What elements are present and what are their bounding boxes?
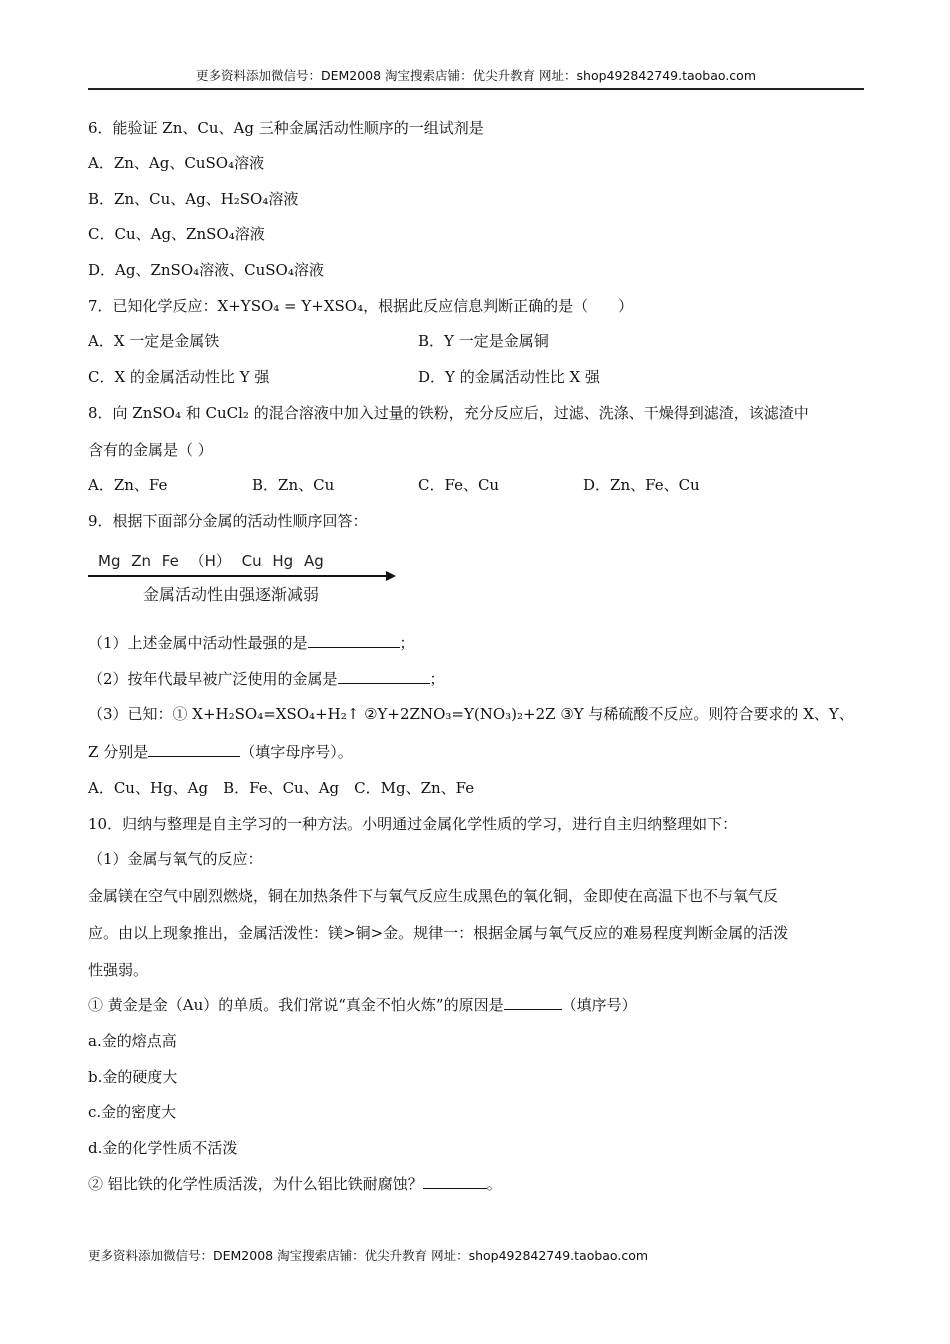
q6-option-c: C．Cu、Ag、ZnSO₄溶液 [88, 225, 265, 243]
q7-option-d: D．Y 的金属活动性比 X 强 [418, 368, 600, 386]
q10-para-line3: 性强弱。 [88, 961, 149, 979]
page-header: 更多资料添加微信号：DEM2008 淘宝搜索店铺：优尖升教育 网址：shop492842749.taobao.com [88, 66, 864, 90]
activity-series-arrow-line [88, 575, 388, 577]
q7-option-b: B．Y 一定是金属铜 [418, 332, 549, 350]
activity-series-caption: 金属活动性由强逐渐减弱 [143, 585, 320, 604]
q7-row-2 [88, 367, 864, 387]
q10-sub1: （1）金属与氧气的反应： [88, 850, 263, 868]
q9-part1: （1）上述金属中活动性最强的是 ； [88, 634, 415, 652]
q10-para-line2: 应。由以上现象推出，金属活泼性：镁>铜>金。规律一：根据金属与氧气反应的难易程度判断金属的活泼 [88, 924, 789, 942]
q10-item1: ① 黄金是金（Au）的单质。我们常说“真金不怕火炼”的原因是 （填序号） [88, 996, 637, 1014]
q7-stem: 7．已知化学反应：X+YSO₄ = Y+XSO₄，根据此反应信息判断正确的是（ ） [88, 297, 634, 315]
activity-series-metals: Mg Zn Fe （H） Cu Hg Ag [98, 552, 324, 570]
answer-blank[interactable] [148, 742, 240, 757]
arrow-right-icon [386, 571, 396, 581]
q6-option-a: A．Zn、Ag、CuSO₄溶液 [88, 154, 265, 172]
q9-part3-line1: （3）已知：① X+H₂SO₄=XSO₄+H₂↑ ②Y+2ZNO₃=Y(NO₃)₂+2Z ③Y 与稀硫酸不反应。则符合要求的 X、Y、 [88, 705, 854, 723]
q9-options: A．Cu、Hg、Ag B．Fe、Cu、Ag C．Mg、Zn、Fe [88, 779, 475, 797]
q7-option-a: A．X 一定是金属铁 [88, 332, 220, 350]
q10-para-line1: 金属镁在空气中剧烈燃烧，铜在加热条件下与氧气反应生成黑色的氧化铜，金即使在高温下也不与氧气反 [88, 887, 779, 905]
activity-series-figure [88, 548, 398, 608]
q6-option-d: D．Ag、ZnSO₄溶液、CuSO₄溶液 [88, 261, 324, 279]
q6-option-b: B．Zn、Cu、Ag、H₂SO₄溶液 [88, 190, 299, 208]
q10-choice-c: c.金的密度大 [88, 1103, 177, 1121]
answer-blank[interactable] [423, 1174, 487, 1189]
q9-part2: （2）按年代最早被广泛使用的金属是 ； [88, 670, 445, 688]
q8-stem-line2: 含有的金属是（ ） [88, 441, 213, 459]
q10-choice-b: b.金的硬度大 [88, 1068, 178, 1086]
q8-option-d: D．Zn、Fe、Cu [583, 476, 700, 494]
q6-stem: 6．能验证 Zn、Cu、Ag 三种金属活动性顺序的一组试剂是 [88, 119, 484, 137]
page-footer: 更多资料添加微信号：DEM2008 淘宝搜索店铺：优尖升教育 网址：shop492842749.taobao.com [88, 1248, 649, 1263]
q8-options [88, 475, 864, 495]
answer-blank[interactable] [338, 669, 430, 684]
answer-blank[interactable] [308, 633, 400, 648]
q8-option-b: B．Zn、Cu [252, 476, 335, 494]
q9-stem: 9．根据下面部分金属的活动性顺序回答： [88, 512, 368, 530]
answer-blank[interactable] [504, 995, 562, 1010]
q7-row-1 [88, 331, 864, 351]
q9-part3-line2: Z 分别是 （填字母序号）。 [88, 743, 353, 761]
q10-choice-d: d.金的化学性质不活泼 [88, 1139, 238, 1157]
q10-choice-a: a.金的熔点高 [88, 1032, 177, 1050]
q10-item2: ② 铝比铁的化学性质活泼，为什么铝比铁耐腐蚀？ 。 [88, 1175, 502, 1193]
q10-stem: 10．归纳与整理是自主学习的一种方法。小明通过金属化学性质的学习，进行自主归纳整理如下： [88, 815, 738, 833]
q8-option-a: A．Zn、Fe [88, 476, 168, 494]
q8-stem-line1: 8．向 ZnSO₄ 和 CuCl₂ 的混合溶液中加入过量的铁粉，充分反应后，过滤、洗涤、干燥得到滤渣，该滤渣中 [88, 404, 809, 422]
q7-option-c: C．X 的金属活动性比 Y 强 [88, 368, 270, 386]
q8-option-c: C．Fe、Cu [418, 476, 500, 494]
